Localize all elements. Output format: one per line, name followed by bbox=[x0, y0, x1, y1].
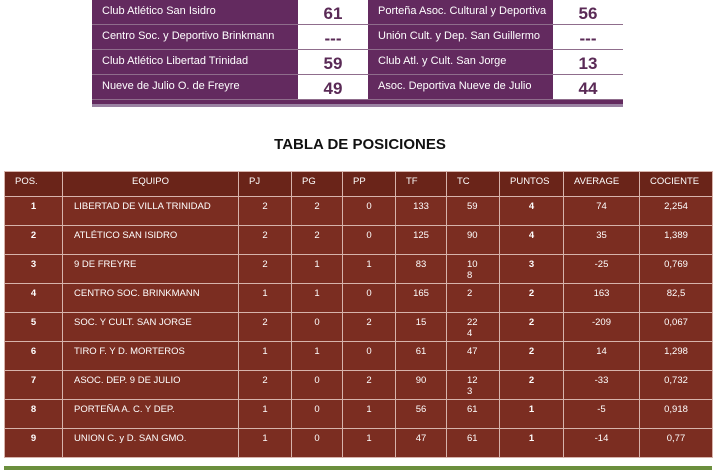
cell-avg: -209 bbox=[564, 313, 640, 342]
table-row bbox=[5, 255, 713, 284]
cell-tc bbox=[447, 342, 500, 371]
cell-tc-value: 123 bbox=[467, 375, 478, 397]
cell-avg: 74 bbox=[564, 197, 640, 226]
cell-team: 9 DE FREYRE bbox=[63, 255, 239, 284]
cell-tf: 165 bbox=[396, 284, 447, 313]
table-row bbox=[5, 371, 713, 400]
cell-tf: 125 bbox=[396, 226, 447, 255]
col-pts-header: PUNTOS bbox=[500, 172, 564, 197]
cell-tc-value: 59 bbox=[467, 201, 478, 212]
cell-pos: 3 bbox=[5, 255, 63, 284]
away-team: Asoc. Deportiva Nueve de Julio bbox=[378, 80, 532, 92]
cell-tc-value: 224 bbox=[467, 317, 478, 339]
col-pos-header: POS. bbox=[5, 172, 63, 197]
result-row bbox=[92, 25, 623, 50]
home-team: Club Atlético Libertad Trinidad bbox=[102, 55, 249, 67]
cell-pp: 0 bbox=[343, 342, 396, 371]
cell-pos: 4 bbox=[5, 284, 63, 313]
table-row bbox=[5, 197, 713, 226]
home-team: Club Atlético San Isidro bbox=[102, 5, 216, 17]
cell-tc bbox=[447, 313, 500, 342]
cell-pg: 0 bbox=[292, 313, 343, 342]
cell-team: ATLÉTICO SAN ISIDRO bbox=[63, 226, 239, 255]
home-score: 61 bbox=[298, 0, 368, 25]
cell-pp: 0 bbox=[343, 284, 396, 313]
cell-pp: 1 bbox=[343, 429, 396, 458]
cell-tc-value: 47 bbox=[467, 346, 478, 357]
table-row bbox=[5, 400, 713, 429]
cell-pg: 0 bbox=[292, 371, 343, 400]
cell-pos: 2 bbox=[5, 226, 63, 255]
cell-team: ASOC. DEP. 9 DE JULIO bbox=[63, 371, 239, 400]
cell-pos: 8 bbox=[5, 400, 63, 429]
away-team: Club Atl. y Cult. San Jorge bbox=[378, 55, 507, 67]
cell-tc bbox=[447, 371, 500, 400]
cell-coc: 82,5 bbox=[640, 284, 713, 313]
cell-pg: 1 bbox=[292, 255, 343, 284]
standings-table bbox=[4, 171, 713, 458]
home-score: 59 bbox=[298, 50, 368, 75]
cell-tc bbox=[447, 197, 500, 226]
cell-tc bbox=[447, 429, 500, 458]
cell-team: CENTRO SOC. BRINKMANN bbox=[63, 284, 239, 313]
cell-pts: 2 bbox=[500, 342, 564, 371]
home-score: --- bbox=[298, 25, 368, 50]
cell-pp: 2 bbox=[343, 313, 396, 342]
cell-avg: -25 bbox=[564, 255, 640, 284]
cell-avg: 35 bbox=[564, 226, 640, 255]
col-tc-header: TC bbox=[447, 172, 500, 197]
cell-pj: 2 bbox=[239, 313, 292, 342]
cell-pp: 2 bbox=[343, 371, 396, 400]
cell-tc-value: 2 bbox=[467, 288, 473, 299]
cell-pts: 1 bbox=[500, 429, 564, 458]
cell-coc: 1,389 bbox=[640, 226, 713, 255]
cell-coc: 0,77 bbox=[640, 429, 713, 458]
cell-tc-value: 61 bbox=[467, 433, 478, 444]
result-row bbox=[92, 0, 623, 25]
table-row bbox=[5, 284, 713, 313]
col-team-header: EQUIPO bbox=[63, 172, 239, 197]
cell-pp: 0 bbox=[343, 226, 396, 255]
cell-pp: 1 bbox=[343, 400, 396, 429]
cell-pp: 0 bbox=[343, 197, 396, 226]
result-row bbox=[92, 50, 623, 75]
cell-pg: 2 bbox=[292, 197, 343, 226]
cell-coc: 0,918 bbox=[640, 400, 713, 429]
table-row bbox=[5, 429, 713, 458]
standings-header-row bbox=[5, 172, 713, 197]
col-pg-header: PG bbox=[292, 172, 343, 197]
result-row bbox=[92, 75, 623, 100]
cell-avg: 163 bbox=[564, 284, 640, 313]
cell-tc-value: 90 bbox=[467, 230, 478, 241]
cell-tf: 90 bbox=[396, 371, 447, 400]
cell-tc bbox=[447, 284, 500, 313]
cell-coc: 2,254 bbox=[640, 197, 713, 226]
col-tf-header: TF bbox=[396, 172, 447, 197]
table-row bbox=[5, 226, 713, 255]
cell-coc: 0,769 bbox=[640, 255, 713, 284]
cell-pg: 1 bbox=[292, 284, 343, 313]
row-divider bbox=[92, 99, 623, 100]
cell-team: SOC. Y CULT. SAN JORGE bbox=[63, 313, 239, 342]
cell-pp: 1 bbox=[343, 255, 396, 284]
cell-pts: 3 bbox=[500, 255, 564, 284]
table-row bbox=[5, 313, 713, 342]
cell-pts: 4 bbox=[500, 197, 564, 226]
cell-pg: 0 bbox=[292, 429, 343, 458]
cell-pts: 2 bbox=[500, 371, 564, 400]
cell-pj: 2 bbox=[239, 197, 292, 226]
cell-coc: 1,298 bbox=[640, 342, 713, 371]
cell-tf: 133 bbox=[396, 197, 447, 226]
cell-avg: -33 bbox=[564, 371, 640, 400]
cell-coc: 0,067 bbox=[640, 313, 713, 342]
cell-pj: 2 bbox=[239, 371, 292, 400]
cell-pg: 2 bbox=[292, 226, 343, 255]
cell-pts: 1 bbox=[500, 400, 564, 429]
cell-tf: 47 bbox=[396, 429, 447, 458]
cell-avg: -14 bbox=[564, 429, 640, 458]
cell-pos: 1 bbox=[5, 197, 63, 226]
bottom-accent-bar bbox=[4, 466, 712, 470]
cell-tc bbox=[447, 255, 500, 284]
cell-tc bbox=[447, 226, 500, 255]
cell-pos: 7 bbox=[5, 371, 63, 400]
cell-tc-value: 108 bbox=[467, 259, 478, 281]
away-team: Unión Cult. y Dep. San Guillermo bbox=[378, 30, 541, 42]
home-score: 49 bbox=[298, 75, 368, 100]
cell-tf: 83 bbox=[396, 255, 447, 284]
col-coc-header: COCIENTE bbox=[640, 172, 713, 197]
cell-pts: 2 bbox=[500, 313, 564, 342]
away-score: 56 bbox=[553, 0, 623, 25]
cell-pj: 1 bbox=[239, 400, 292, 429]
cell-tf: 15 bbox=[396, 313, 447, 342]
cell-pos: 6 bbox=[5, 342, 63, 371]
cell-pg: 0 bbox=[292, 400, 343, 429]
col-pp-header: PP bbox=[343, 172, 396, 197]
cell-team: LIBERTAD DE VILLA TRINIDAD bbox=[63, 197, 239, 226]
cell-pj: 1 bbox=[239, 284, 292, 313]
cell-pj: 1 bbox=[239, 429, 292, 458]
cell-tc bbox=[447, 400, 500, 429]
away-score: 13 bbox=[553, 50, 623, 75]
cell-avg: 14 bbox=[564, 342, 640, 371]
table-row bbox=[5, 342, 713, 371]
cell-team: UNION C. y D. SAN GMO. bbox=[63, 429, 239, 458]
cell-pj: 2 bbox=[239, 226, 292, 255]
col-pj-header: PJ bbox=[239, 172, 292, 197]
cell-pj: 1 bbox=[239, 342, 292, 371]
cell-team: TIRO F. Y D. MORTEROS bbox=[63, 342, 239, 371]
col-avg-header: AVERAGE bbox=[564, 172, 640, 197]
cell-pg: 1 bbox=[292, 342, 343, 371]
cell-avg: -5 bbox=[564, 400, 640, 429]
cell-pj: 2 bbox=[239, 255, 292, 284]
cell-pts: 2 bbox=[500, 284, 564, 313]
away-team: Porteña Asoc. Cultural y Deportiva bbox=[378, 5, 547, 17]
away-score: --- bbox=[553, 25, 623, 50]
cell-team: PORTEÑA A. C. Y DEP. bbox=[63, 400, 239, 429]
cell-coc: 0,732 bbox=[640, 371, 713, 400]
home-team: Nueve de Julio O. de Freyre bbox=[102, 80, 240, 92]
away-score: 44 bbox=[553, 75, 623, 100]
results-panel bbox=[92, 0, 623, 107]
cell-tf: 61 bbox=[396, 342, 447, 371]
standings-title: TABLA DE POSICIONES bbox=[274, 136, 446, 153]
cell-pos: 5 bbox=[5, 313, 63, 342]
home-team: Centro Soc. y Deportivo Brinkmann bbox=[102, 30, 275, 42]
cell-pos: 9 bbox=[5, 429, 63, 458]
cell-pts: 4 bbox=[500, 226, 564, 255]
cell-tf: 56 bbox=[396, 400, 447, 429]
cell-tc-value: 61 bbox=[467, 404, 478, 415]
